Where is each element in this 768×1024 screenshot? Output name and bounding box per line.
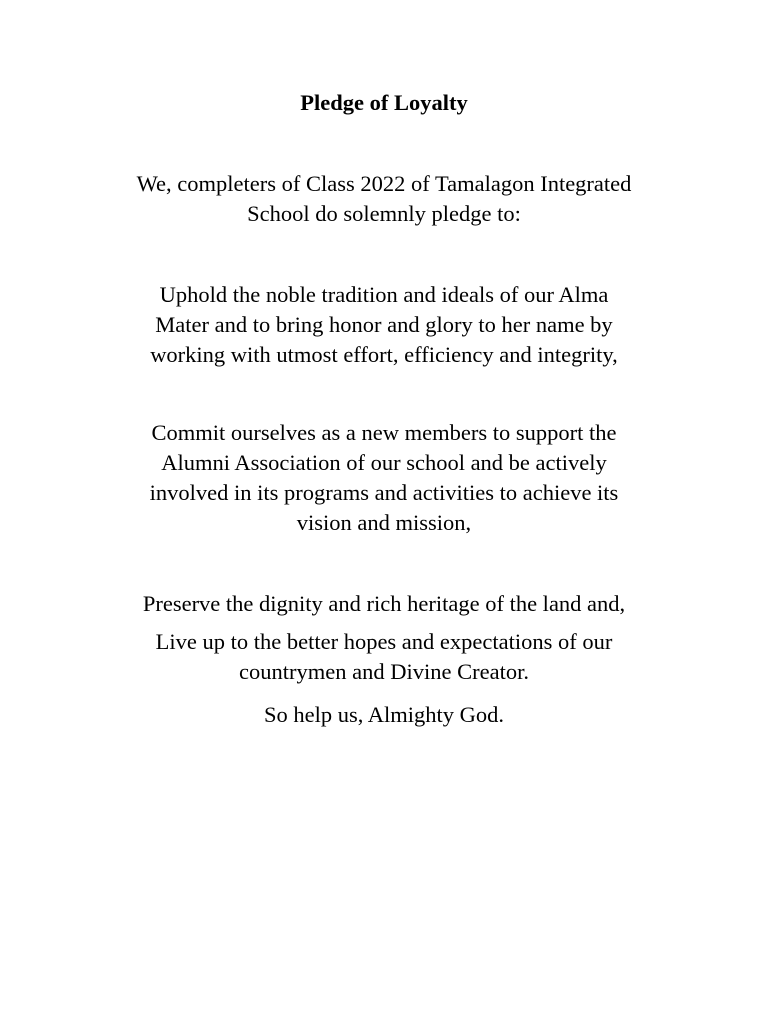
pledge-paragraph-uphold: Uphold the noble tradition and ideals of our Alma Mater and to bring honor and glory to her name by working with utmost effort, efficiency and integrity, [150,282,618,367]
closing-line: So help us, Almighty God. [263,702,505,727]
pledge-paragraph-commit: Commit ourselves as a new members to support the Alumni Association of our school and be actively involved in its programs and activities to achieve its vision and mission, [149,420,619,535]
pledge-paragraph-live-up: Live up to the better hopes and expectations of our countrymen and Divine Creator. [155,629,613,684]
intro-paragraph: We, completers of Class 2022 of Tamalagon Integrated School do solemnly pledge to: [136,171,632,226]
document-title: Pledge of Loyalty [300,90,468,115]
pledge-paragraph-preserve: Preserve the dignity and rich heritage of the land and, [142,591,626,616]
